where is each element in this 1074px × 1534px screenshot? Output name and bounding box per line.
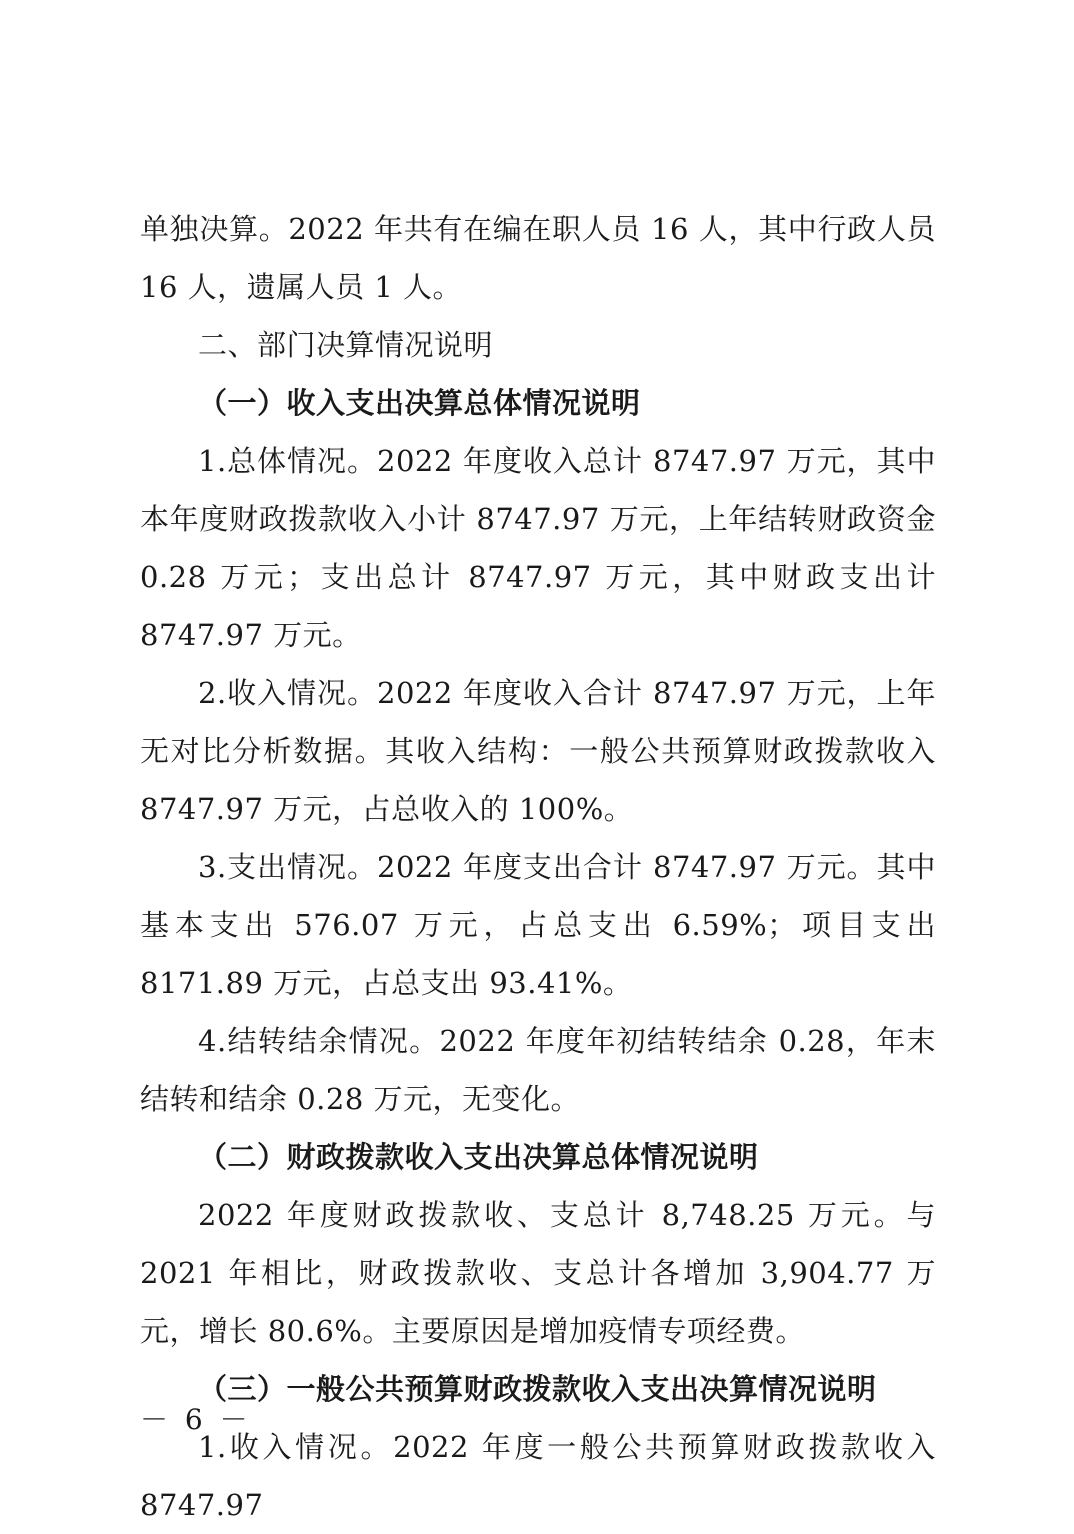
section-heading: 二、部门决算情况说明 [198,328,494,362]
document-body [140,200,936,1534]
page-number: － 6 － [140,1403,252,1436]
paragraph-overall: 1.总体情况。2022 年度收入总计 8747.97 万元，其中本年度财政拨款收入小计 8747.97 万元，上年结转财政资金 0.28 万元；支出总计 8747.97 万元，其中财政支出计 8747.97 万元。 [140,444,936,652]
subsection-heading-1: （一）收入支出决算总体情况说明 [198,386,641,420]
paragraph-income: 2.收入情况。2022 年度收入合计 8747.97 万元，上年无对比分析数据。其收入结构：一般公共预算财政拨款收入 8747.97 万元，占总收入的 100%。 [140,676,936,826]
paragraph-continuation: 单独决算。2022 年共有在编在职人员 16 人，其中行政人员 16 人，遗属人员 1 人。 [140,212,936,304]
paragraph-carryover: 4.结转结余情况。2022 年度年初结转结余 0.28，年末结转和结余 0.28 万元，无变化。 [140,1024,936,1116]
paragraph-general-income: 1.收入情况。2022 年度一般公共预算财政拨款收入 8747.97 [140,1430,936,1522]
subsection-heading-2: （二）财政拨款收入支出决算总体情况说明 [198,1140,759,1174]
paragraph-expenditure: 3.支出情况。2022 年度支出合计 8747.97 万元。其中基本支出 576.07 万元，占总支出 6.59%；项目支出 8171.89 万元，占总支出 93.41%。 [140,850,936,1000]
subsection-heading-3: （三）一般公共预算财政拨款收入支出决算情况说明 [198,1372,877,1406]
paragraph-fiscal-total: 2022 年度财政拨款收、支总计 8,748.25 万元。与 2021 年相比，财政拨款收、支总计各增加 3,904.77 万元，增长 80.6%。主要原因是增加疫情专项经费。 [140,1198,936,1348]
